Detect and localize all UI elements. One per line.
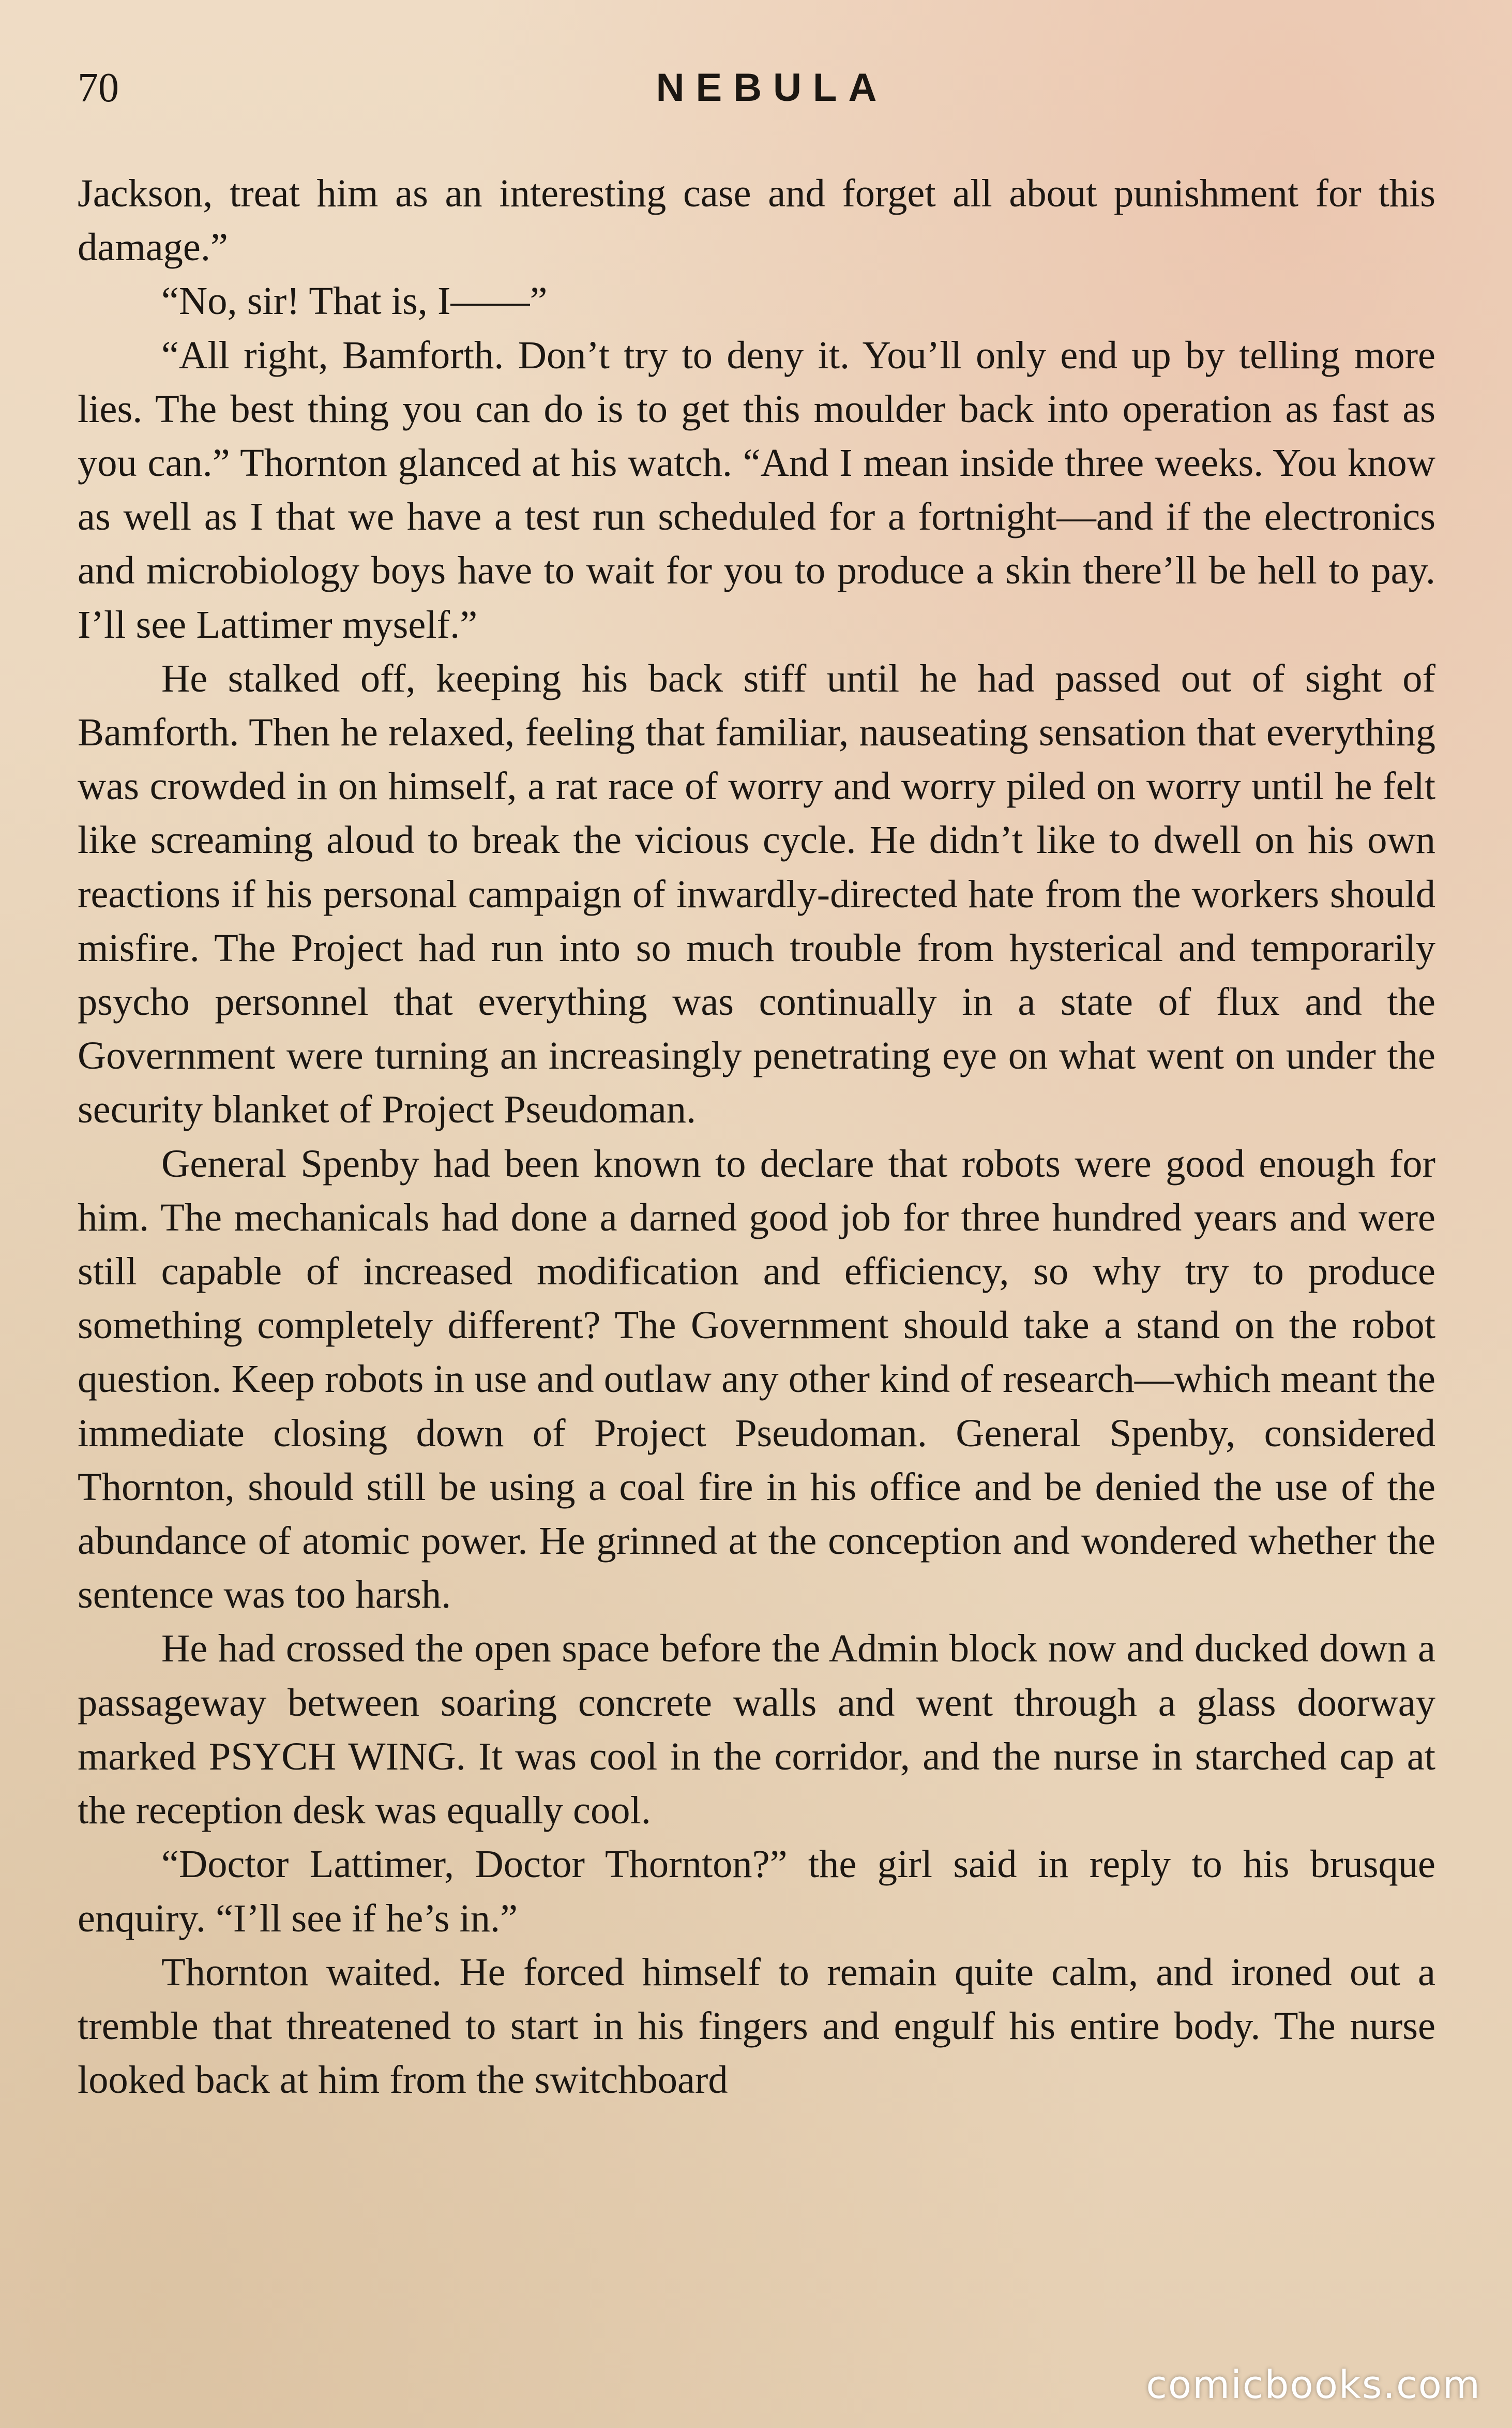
page-number: 70 xyxy=(78,65,119,111)
paragraph: “Doctor Lattimer, Doctor Thornton?” the girl said in reply to his brusque enquiry. “I’ll see if he’s in.” xyxy=(78,1842,1435,1940)
paragraph: General Spenby had been known to declare that robots were good enough for him. The mechanicals had done a darned good job for three hundred years and were still capable of increased modification and efficiency, so why try to produce something completely different? The Government should take a stand on the robot question. Keep robots in use and outlaw any other kind of research—which meant the immediate closing down of Project Pseudoman. General Spenby, considered Thornton, should still be using a coal fire in his office and be denied the use of the abundance of atomic power. He grinned at the conception and wondered whether the sentence was too harsh. xyxy=(78,1141,1435,1617)
watermark: comicbooks.com xyxy=(1146,2363,1481,2407)
body-text xyxy=(78,167,1435,2107)
paragraph: “All right, Bamforth. Don’t try to deny it. You’ll only end up by telling more lies. The best thing you can do is to get this moulder back into operation as fast as you can.” Thornton glanced at his watch. “And I mean inside three weeks. You know as well as I that we have a test run scheduled for a fortnight—and if the electronics and microbiology boys have to wait for you to produce a skin there’ll be hell to pay. I’ll see Lattimer myself.” xyxy=(78,333,1435,647)
paragraph-continuation: Jackson, treat him as an interesting case and forget all about punishment for this damage.” xyxy=(78,171,1435,269)
paragraph: “No, sir! That is, I——” xyxy=(161,279,548,323)
paragraph: Thornton waited. He forced himself to remain quite calm, and ironed out a tremble that threatened to start in his fingers and engulf his entire body. The nurse looked back at him from the switchboard xyxy=(78,1950,1435,2102)
running-title: NEBULA xyxy=(656,66,888,110)
page-header xyxy=(78,57,1435,119)
paragraph: He stalked off, keeping his back stiff until he had passed out of sight of Bamforth. Then he relaxed, feeling that familiar, nauseating sensation that everything was crowded in on himself, a rat race of worry and worry piled on worry until he felt like screaming aloud to break the vicious cycle. He didn’t like to dwell on his own reactions if his personal campaign of inwardly-directed hate from the workers should misfire. The Project had run into so much trouble from hysterical and temporarily psycho personnel that everything was continually in a state of flux and the Government were turning an increasingly penetrating eye on what went on under the security blanket of Project Pseudoman. xyxy=(78,656,1435,1132)
paragraph: He had crossed the open space before the Admin block now and ducked down a passageway between soaring concrete walls and went through a glass doorway marked PSYCH WING. It was cool in the corridor, and the nurse in starched cap at the reception desk was equally cool. xyxy=(78,1626,1435,1833)
